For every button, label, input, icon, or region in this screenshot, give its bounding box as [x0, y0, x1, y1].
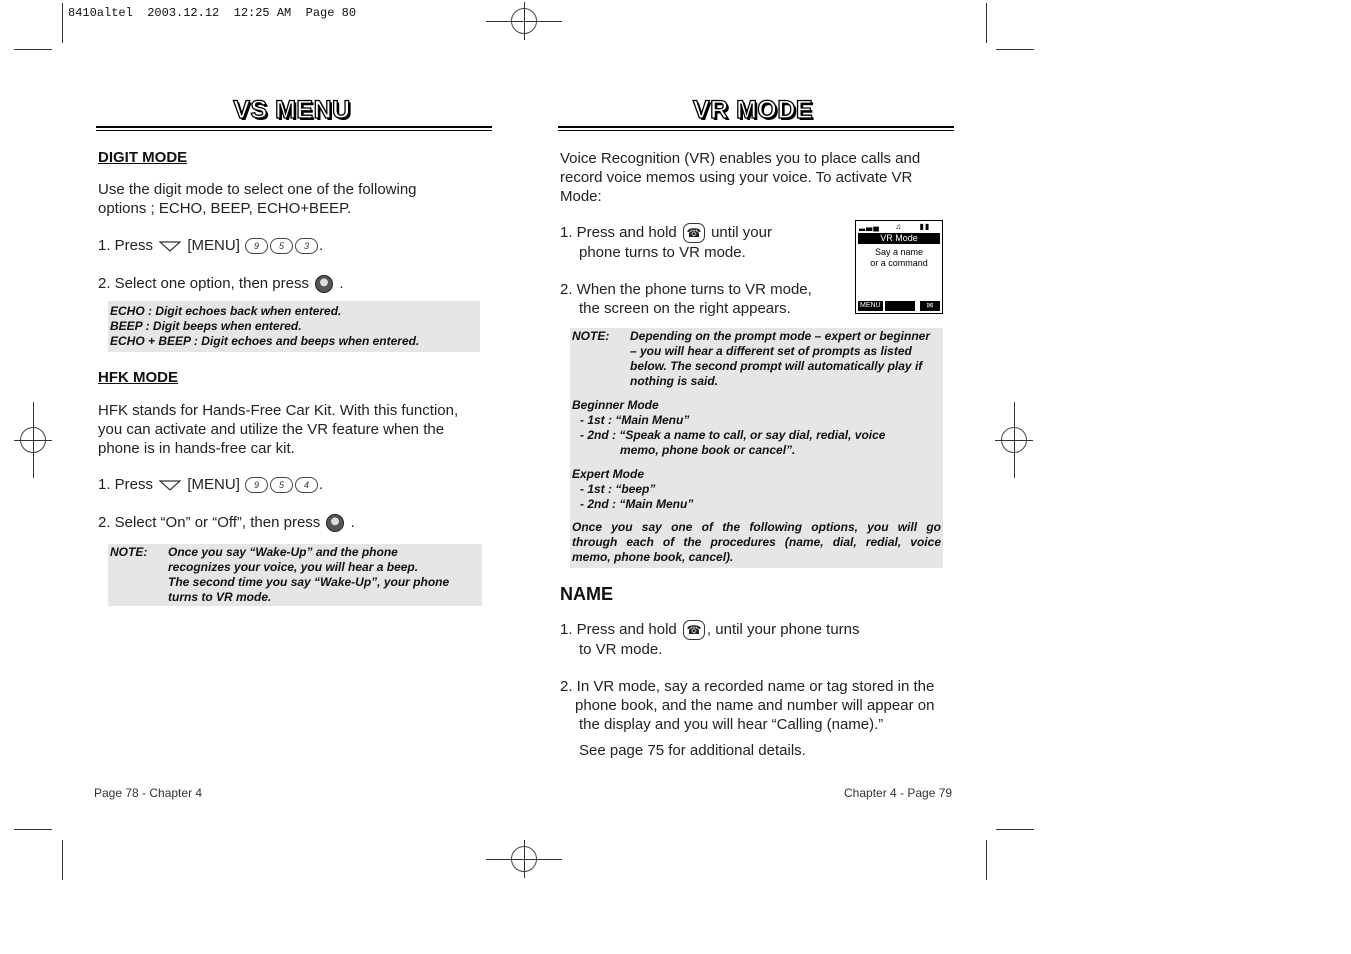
note-line: Depending on the prompt mode – expert or beginner [630, 329, 931, 343]
expert-item: - 2nd : “Main Menu” [580, 497, 694, 511]
ok-button-icon [315, 275, 333, 293]
beginner-item-cont: memo, phone book or cancel”. [620, 443, 796, 457]
message-envelope-icon: ✉ [920, 301, 940, 311]
vr-note [570, 328, 943, 568]
menu-label: [MENU] [187, 476, 240, 493]
phone-screen-line2: or a command [870, 258, 928, 268]
vr-step1 [560, 223, 772, 262]
key-3-icon: 3 [295, 238, 318, 254]
closing-line: Once you say one of the following options, you will go [572, 520, 941, 534]
hfk-mode-note [108, 544, 482, 606]
name-heading: NAME [560, 584, 613, 604]
step-prefix: 1. Press and hold [560, 224, 677, 241]
step-line2: phone turns to VR mode. [579, 244, 746, 262]
expert-item: - 1st : “beep” [580, 482, 656, 496]
phone-screen-title: VR Mode [858, 233, 940, 244]
hfk-mode-intro: HFK stands for Hands-Free Car Kit. With this function, you can activate and utilize the VR feature when the phone is in hands-free car kit. [98, 402, 459, 457]
step-line: phone book, and the name and number will appear on [575, 697, 935, 714]
note-label: NOTE: [572, 329, 610, 343]
right-page-title: VR MODE [692, 96, 814, 124]
digit-mode-note [108, 301, 480, 352]
digit-mode-step1: 1. Press [MENU] 9 5 3 . [98, 237, 324, 254]
name-step1 [560, 620, 860, 659]
step-suffix: , until your phone turns [706, 621, 860, 638]
step2-text: 2. Select “On” or “Off”, then press [98, 514, 321, 531]
key-4-icon: 4 [295, 477, 318, 493]
left-softkey-icon [159, 240, 181, 252]
step-line2: the screen on the right appears. [579, 300, 791, 317]
step-prefix: 1. Press [98, 237, 154, 254]
talk-key-icon: ☎ [683, 620, 705, 640]
closing-line: through each of the procedures (name, dial, redial, voice [572, 535, 941, 549]
note-label: NOTE: [110, 545, 148, 559]
note-line: turns to VR mode. [168, 590, 272, 604]
note-line: – you will hear a different set of prompts as listed [630, 344, 912, 358]
note-line: below. The second prompt will automatically play if [630, 359, 923, 373]
signal-icon: ▂▃▄ [859, 222, 880, 231]
beginner-item: - 1st : “Main Menu” [580, 413, 690, 427]
hfk-mode-step1: 1. Press [MENU] 9 5 4 . [98, 476, 324, 493]
note-line: nothing is said. [630, 374, 719, 388]
title-rule-thin [96, 130, 492, 131]
ringer-icon: ♫ [895, 222, 903, 231]
note-line: recognizes your voice, you will hear a beep. [168, 560, 419, 574]
battery-icon: ▮▮ [919, 222, 931, 231]
left-softkey-icon [159, 479, 181, 491]
closing-line: memo, phone book, cancel). [572, 550, 734, 564]
step-suffix: until your [711, 224, 772, 241]
printer-header: 8410altel 2003.12.12 12:25 AM Page 80 [68, 6, 357, 20]
step-line: the display and you will hear “Calling (name).” [579, 716, 884, 733]
phone-screen-line1: Say a name [874, 247, 924, 257]
key-9-icon: 9 [245, 238, 268, 254]
note-line: BEEP : Digit beeps when entered. [110, 319, 302, 333]
step-line: 2. In VR mode, say a recorded name or tag stored in the [560, 678, 935, 695]
name-step2 [560, 677, 934, 760]
title-rule [558, 126, 954, 128]
right-footer: Chapter 4 - Page 79 [844, 786, 953, 800]
vr-intro: Voice Recognition (VR) enables you to place calls and record voice memos using your voice. To activate VR Mode: [560, 150, 921, 205]
expert-heading: Expert Mode [572, 467, 645, 481]
step-prefix: 1. Press [98, 476, 154, 493]
digit-mode-step2: 2. Select one option, then press . [98, 275, 344, 292]
title-rule-thin [558, 130, 954, 131]
step-line1: 2. When the phone turns to VR mode, [560, 281, 812, 298]
menu-label: [MENU] [187, 237, 240, 254]
beginner-item: - 2nd : “Speak a name to call, or say dial, redial, voice [580, 428, 886, 442]
beginner-heading: Beginner Mode [572, 398, 659, 412]
key-5-icon: 5 [270, 477, 293, 493]
note-line: Once you say “Wake-Up” and the phone [168, 545, 398, 559]
phone-menu-softkey: MENU [860, 302, 881, 309]
hfk-mode-step2: 2. Select “On” or “Off”, then press . [98, 514, 355, 531]
title-rule [96, 126, 492, 128]
note-line: The second time you say “Wake-Up”, your phone [168, 575, 450, 589]
see-page-note: See page 75 for additional details. [579, 742, 806, 759]
step-line2: to VR mode. [579, 641, 663, 659]
ok-button-icon [326, 514, 344, 532]
phone-status-bar [856, 221, 942, 233]
talk-key-icon: ☎ [683, 223, 705, 243]
phone-screen [855, 220, 943, 314]
vr-step2 [560, 280, 812, 318]
key-9-icon: 9 [245, 477, 268, 493]
step-prefix: 1. Press and hold [560, 621, 677, 638]
hfk-mode-heading: HFK MODE [98, 369, 178, 386]
phone-softkey-bar [858, 301, 940, 311]
digit-mode-intro: Use the digit mode to select one of the following options ; ECHO, BEEP, ECHO+BEEP. [98, 181, 417, 217]
key-5-icon: 5 [270, 238, 293, 254]
left-page-title: VS MENU [233, 96, 351, 124]
digit-mode-heading: DIGIT MODE [98, 149, 188, 166]
phone-center-icon [885, 301, 915, 311]
left-footer: Page 78 - Chapter 4 [94, 786, 203, 800]
step2-text: 2. Select one option, then press [98, 275, 309, 292]
note-line: ECHO : Digit echoes back when entered. [110, 304, 342, 318]
note-line: ECHO + BEEP : Digit echoes and beeps when entered. [110, 334, 420, 348]
